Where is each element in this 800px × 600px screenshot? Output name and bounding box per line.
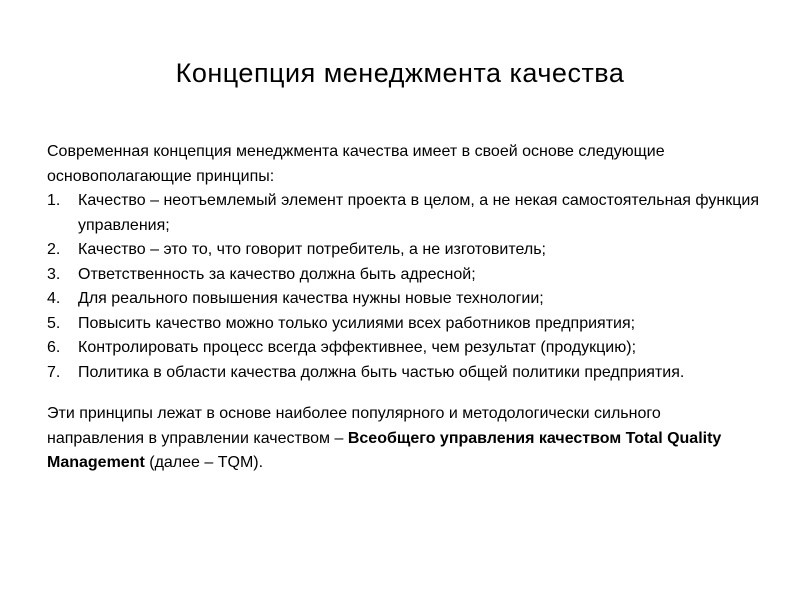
- list-item-number: 4.: [47, 290, 61, 307]
- list-item-text: Качество – неотъемлемый элемент проекта в целом, а не некая самостоятельная функция управления;: [78, 192, 759, 234]
- list-item-number: 5.: [47, 314, 61, 332]
- list-item: [47, 361, 761, 386]
- conclusion-text-bold: Всеобщего управления качеством Total Quality Management: [47, 429, 722, 471]
- list-item: [47, 336, 761, 361]
- list-item-number: 7.: [47, 363, 61, 381]
- list-item-number: 1.: [47, 192, 61, 209]
- slide-title: Концепция менеджмента качества: [175, 58, 625, 88]
- intro-paragraph: Современная концепция менеджмента качества имеет в своей основе следующие основополагающие принципы:: [47, 143, 665, 185]
- slide-body: [47, 140, 761, 476]
- list-item-text: Политика в области качества должна быть частью общей политики предприятия.: [78, 363, 685, 381]
- list-item-text: Повысить качество можно только усилиями всех работников предприятия;: [78, 314, 636, 332]
- list-item: [47, 263, 761, 288]
- list-item-number: 3.: [47, 265, 61, 283]
- list-item-number: 6.: [47, 339, 61, 356]
- conclusion-paragraph: [47, 402, 761, 476]
- list-item-number: 2.: [47, 241, 61, 258]
- list-item-text: Для реального повышения качества нужны новые технологии;: [78, 290, 544, 307]
- conclusion-text-before: Эти принципы лежат в основе наиболее популярного и методологически сильного направления в управлении качеством –: [47, 405, 661, 447]
- list-item: [47, 287, 761, 312]
- list-item: [47, 189, 761, 238]
- list-item: [47, 312, 761, 337]
- list-item-text: Контролировать процесс всегда эффективнее, чем результат (продукцию);: [78, 339, 637, 356]
- list-item-text: Ответственность за качество должна быть адресной;: [78, 265, 476, 283]
- principles-list: [47, 189, 761, 385]
- conclusion-text-after: (далее – TQM).: [144, 454, 264, 471]
- list-item-text: Качество – это то, что говорит потребитель, а не изготовитель;: [78, 241, 546, 258]
- list-item: [47, 238, 761, 263]
